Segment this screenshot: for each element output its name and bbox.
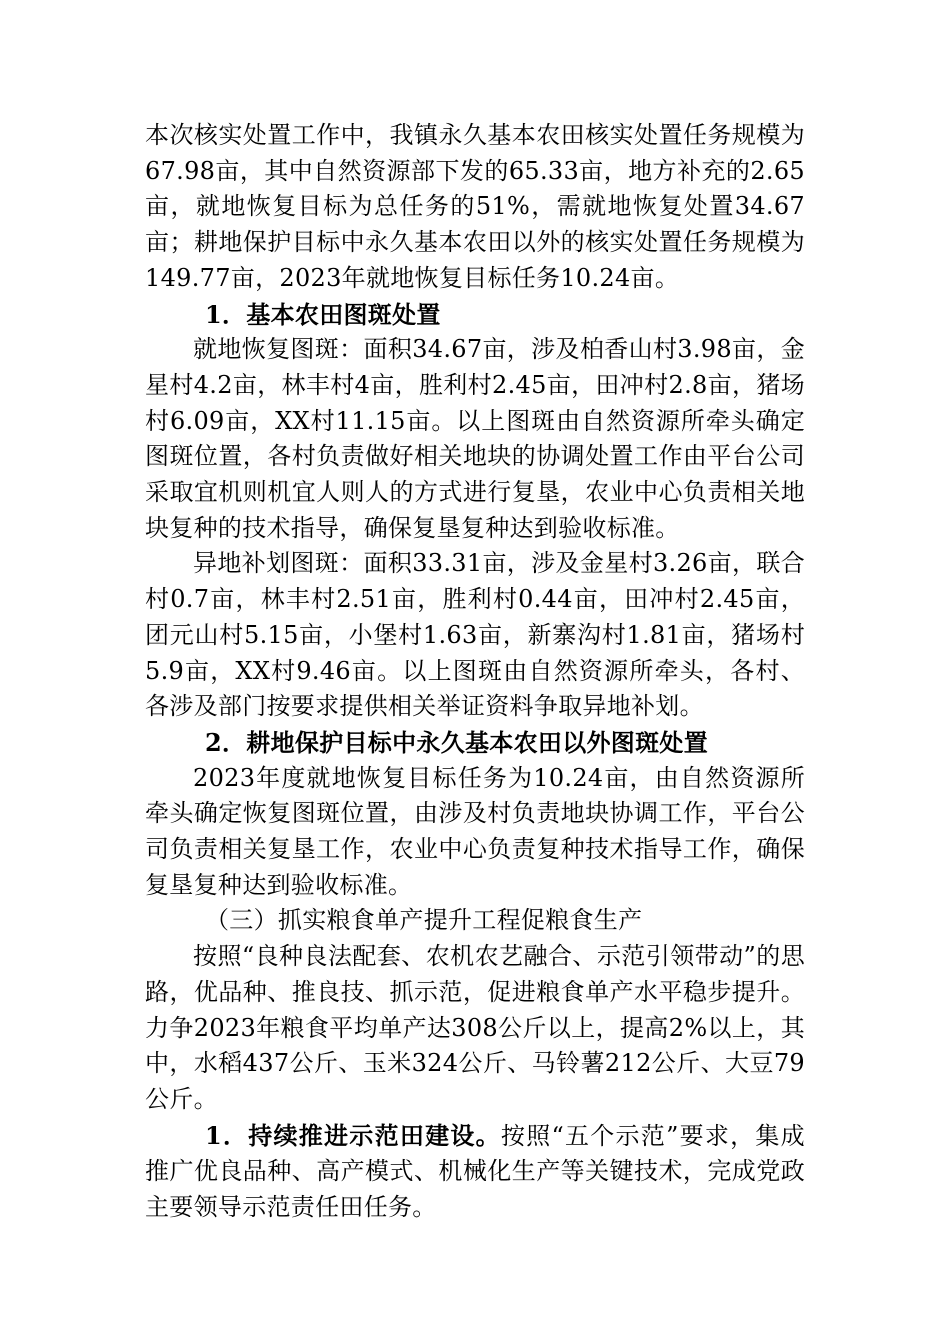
intro-paragraph: 本次核实处置工作中，我镇永久基本农田核实处置任务规模为67.98亩，其中自然资源部下发的65.33亩，地方补充的2.65亩，就地恢复目标为总任务的51%，需就地恢复处置34.67亩；耕地保护目标中永久基本农田以外的核实处置任务规模为149.77亩，2023年就地恢复目标任务10.24亩。	[145, 121, 805, 292]
demo-fields-text: 按照“五个示范”要求，集成推广优良品种、高产模式、机械化生产等关键技术，完成党政主要领导示范责任田任务。	[145, 1121, 805, 1222]
target-2023-paragraph: 2023年度就地恢复目标任务为10.24亩，由自然资源所牵头确定恢复图斑位置，由涉及村负责地块协调工作，平台公司负责相关复垦工作，农业中心负责复种技术指导工作，确保复垦复种达到验收标准。	[145, 763, 805, 899]
section-heading-grain: （三）抓实粮食单产提升工程促粮食生产	[205, 906, 643, 935]
heading-basic-farmland: 1．基本农田图斑处置	[205, 299, 441, 329]
document-page	[145, 118, 805, 1226]
offsite-supplement-paragraph: 异地补划图斑：面积33.31亩，涉及金星村3.26亩，联合村0.7亩，林丰村2.51亩，胜利村0.44亩，田冲村2.45亩，团元山村5.15亩，小堡村1.63亩，新寨沟村1.81亩，猪场村5.9亩，XX村9.46亩。以上图斑由自然资源所牵头，各村、各涉及部门按要求提供相关举证资料争取异地补划。	[145, 549, 805, 721]
local-restore-paragraph: 就地恢复图斑：面积34.67亩，涉及柏香山村3.98亩，金星村4.2亩，林丰村4亩，胜利村2.45亩，田冲村2.8亩，猪场村6.09亩，XX村11.15亩。以上图斑由自然资源所牵头确定图斑位置，各村负责做好相关地块的协调处置工作由平台公司采取宜机则机宜人则人的方式进行复垦，农业中心负责相关地块复种的技术指导，确保复垦复种达到验收标准。	[145, 335, 805, 542]
heading-non-basic-farmland: 2．耕地保护目标中永久基本农田以外图斑处置	[205, 727, 708, 757]
demo-fields-paragraph	[145, 1118, 805, 1226]
grain-yield-paragraph: 按照“良种良法配套、农机农艺融合、示范引领带动”的思路，优品种、推良技、抓示范，促进粮食单产水平稳步提升。力争2023年粮食平均单产达308公斤以上，提高2%以上，其中，水稻437公斤、玉米324公斤、马铃薯212公斤、大豆79公斤。	[145, 942, 805, 1113]
demo-fields-lead: 1．持续推进示范田建设。	[205, 1120, 501, 1150]
